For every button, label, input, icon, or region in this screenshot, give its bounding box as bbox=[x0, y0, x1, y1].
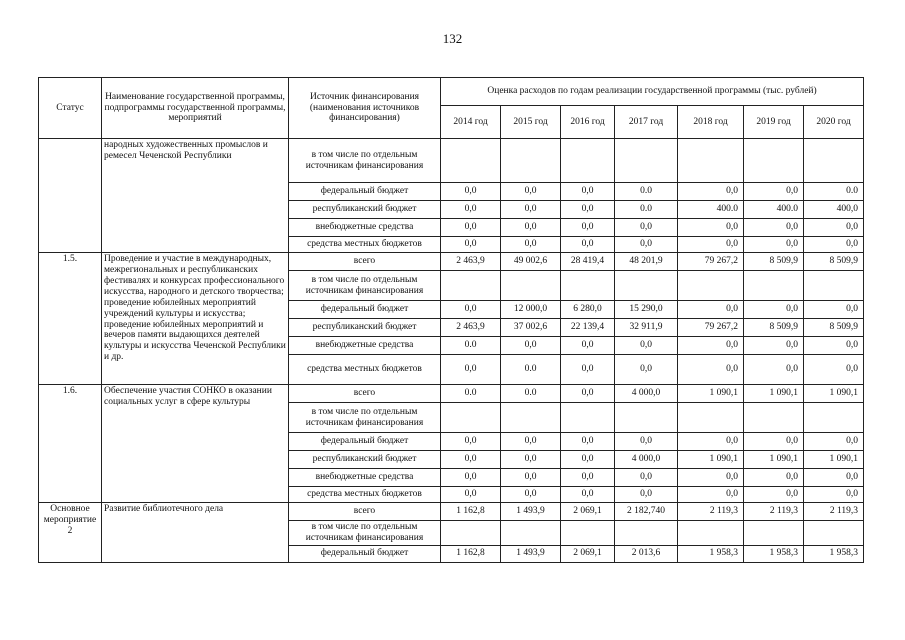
year-value-cell bbox=[441, 403, 501, 433]
year-value-cell: 0,0 bbox=[615, 219, 678, 237]
year-value-cell: 2 069,1 bbox=[561, 545, 615, 562]
year-value-cell: 0,0 bbox=[501, 451, 561, 469]
year-value-cell: 400.0 bbox=[678, 201, 744, 219]
table-row bbox=[39, 385, 864, 403]
year-value-cell: 0,0 bbox=[744, 355, 804, 385]
funding-source: в том числе по отдельным источникам финансирования bbox=[289, 403, 441, 433]
year-value-cell bbox=[744, 521, 804, 546]
year-value-cell: 0,0 bbox=[501, 487, 561, 503]
year-value-cell bbox=[678, 139, 744, 183]
year-value-cell: 0,0 bbox=[561, 469, 615, 487]
year-value-cell bbox=[678, 403, 744, 433]
year-value-cell: 8 509,9 bbox=[744, 253, 804, 271]
year-value-cell: 0,0 bbox=[804, 487, 864, 503]
year-value-cell: 2 119,3 bbox=[678, 503, 744, 521]
year-value-cell: 32 911,9 bbox=[615, 319, 678, 337]
funding-source: всего bbox=[289, 253, 441, 271]
year-value-cell: 400,0 bbox=[804, 201, 864, 219]
year-value-cell: 0,0 bbox=[561, 183, 615, 201]
year-value-cell: 0,0 bbox=[804, 301, 864, 319]
year-value-cell: 0.0 bbox=[501, 385, 561, 403]
year-value-cell bbox=[501, 139, 561, 183]
year-value-cell bbox=[615, 521, 678, 546]
year-value-cell bbox=[804, 403, 864, 433]
year-value-cell: 0,0 bbox=[615, 433, 678, 451]
header-name: Наименование государственной программы, подпрограммы государственной программы, мероприятий bbox=[102, 78, 289, 139]
year-value-cell: 79 267,2 bbox=[678, 253, 744, 271]
year-value-cell: 1 162,8 bbox=[441, 503, 501, 521]
year-value-cell: 0,0 bbox=[561, 487, 615, 503]
year-value-cell bbox=[615, 271, 678, 301]
year-value-cell: 0,0 bbox=[501, 433, 561, 451]
year-value-cell: 0,0 bbox=[441, 219, 501, 237]
year-value-cell: 0.0 bbox=[615, 183, 678, 201]
year-value-cell: 0,0 bbox=[441, 469, 501, 487]
header-year: 2017 год bbox=[615, 106, 678, 139]
row-program-name: народных художественных промыслов и ремесел Чеченской Республики bbox=[102, 139, 289, 253]
year-value-cell bbox=[804, 139, 864, 183]
row-status: 1.5. bbox=[39, 253, 102, 385]
year-value-cell: 0,0 bbox=[501, 337, 561, 355]
header-year: 2014 год bbox=[441, 106, 501, 139]
year-value-cell: 0.0 bbox=[615, 201, 678, 219]
funding-source: средства местных бюджетов bbox=[289, 487, 441, 503]
year-value-cell: 0,0 bbox=[678, 183, 744, 201]
year-value-cell: 0,0 bbox=[678, 337, 744, 355]
year-value-cell: 1 162,8 bbox=[441, 545, 501, 562]
year-value-cell bbox=[561, 521, 615, 546]
year-value-cell bbox=[615, 403, 678, 433]
year-value-cell bbox=[441, 271, 501, 301]
year-value-cell: 2 119,3 bbox=[744, 503, 804, 521]
year-value-cell: 1 493,9 bbox=[501, 545, 561, 562]
year-value-cell bbox=[501, 521, 561, 546]
year-value-cell: 4 000,0 bbox=[615, 385, 678, 403]
funding-source: внебюджетные средства bbox=[289, 219, 441, 237]
year-value-cell: 0,0 bbox=[561, 237, 615, 253]
header-status: Статус bbox=[39, 78, 102, 139]
year-value-cell: 0,0 bbox=[615, 237, 678, 253]
year-value-cell: 0,0 bbox=[441, 355, 501, 385]
year-value-cell: 0,0 bbox=[744, 337, 804, 355]
year-value-cell: 0,0 bbox=[678, 219, 744, 237]
year-value-cell bbox=[678, 271, 744, 301]
funding-source: федеральный бюджет bbox=[289, 183, 441, 201]
year-value-cell bbox=[561, 271, 615, 301]
funding-source: средства местных бюджетов bbox=[289, 355, 441, 385]
year-value-cell: 0.0 bbox=[804, 183, 864, 201]
year-value-cell: 0,0 bbox=[744, 433, 804, 451]
year-value-cell: 0,0 bbox=[615, 487, 678, 503]
year-value-cell: 2 069,1 bbox=[561, 503, 615, 521]
year-value-cell: 12 000,0 bbox=[501, 301, 561, 319]
header-year: 2019 год bbox=[744, 106, 804, 139]
year-value-cell: 0,0 bbox=[678, 469, 744, 487]
year-value-cell: 0,0 bbox=[804, 337, 864, 355]
funding-source: федеральный бюджет bbox=[289, 545, 441, 562]
year-value-cell: 0.0 bbox=[441, 385, 501, 403]
year-value-cell: 1 090,1 bbox=[804, 451, 864, 469]
year-value-cell bbox=[501, 271, 561, 301]
year-value-cell bbox=[615, 139, 678, 183]
funding-source: внебюджетные средства bbox=[289, 469, 441, 487]
year-value-cell: 0,0 bbox=[441, 433, 501, 451]
year-value-cell: 0,0 bbox=[441, 201, 501, 219]
year-value-cell: 2 463,9 bbox=[441, 253, 501, 271]
year-value-cell: 1 958,3 bbox=[804, 545, 864, 562]
year-value-cell: 0,0 bbox=[678, 301, 744, 319]
year-value-cell: 0,0 bbox=[441, 183, 501, 201]
year-value-cell: 15 290,0 bbox=[615, 301, 678, 319]
funding-source: республиканский бюджет bbox=[289, 201, 441, 219]
year-value-cell: 0,0 bbox=[678, 355, 744, 385]
year-value-cell: 0,0 bbox=[501, 183, 561, 201]
year-value-cell: 0,0 bbox=[615, 469, 678, 487]
year-value-cell: 1 090,1 bbox=[744, 451, 804, 469]
year-value-cell: 8 509,9 bbox=[744, 319, 804, 337]
year-value-cell: 8 509,9 bbox=[804, 319, 864, 337]
year-value-cell: 0,0 bbox=[441, 301, 501, 319]
year-value-cell bbox=[561, 403, 615, 433]
year-value-cell: 48 201,9 bbox=[615, 253, 678, 271]
year-value-cell: 4 000,0 bbox=[615, 451, 678, 469]
funding-source: всего bbox=[289, 503, 441, 521]
year-value-cell: 0,0 bbox=[615, 355, 678, 385]
year-value-cell: 0,0 bbox=[561, 337, 615, 355]
year-value-cell: 0,0 bbox=[561, 385, 615, 403]
year-value-cell: 1 958,3 bbox=[678, 545, 744, 562]
funding-source: федеральный бюджет bbox=[289, 301, 441, 319]
year-value-cell: 400.0 bbox=[744, 201, 804, 219]
year-value-cell: 0,0 bbox=[501, 237, 561, 253]
year-value-cell bbox=[744, 403, 804, 433]
header-year: 2015 год bbox=[501, 106, 561, 139]
page-number: 132 bbox=[442, 31, 463, 46]
row-program-name: Развитие библиотечного дела bbox=[102, 503, 289, 563]
header-source: Источник финансирования (наименования источников финансирования) bbox=[289, 78, 441, 139]
year-value-cell bbox=[501, 403, 561, 433]
header-year: 2020 год bbox=[804, 106, 864, 139]
year-value-cell: 0,0 bbox=[441, 451, 501, 469]
funding-source: в том числе по отдельным источникам финансирования bbox=[289, 139, 441, 183]
year-value-cell: 28 419,4 bbox=[561, 253, 615, 271]
year-value-cell: 79 267,2 bbox=[678, 319, 744, 337]
year-value-cell bbox=[804, 521, 864, 546]
funding-source: в том числе по отдельным источникам финансирования bbox=[289, 521, 441, 546]
row-program-name: Обеспечение участия СОНКО в оказании социальных услуг в сфере культуры bbox=[102, 385, 289, 503]
funding-source: всего bbox=[289, 385, 441, 403]
year-value-cell: 49 002,6 bbox=[501, 253, 561, 271]
funding-source: федеральный бюджет bbox=[289, 433, 441, 451]
year-value-cell: 2 182,740 bbox=[615, 503, 678, 521]
year-value-cell bbox=[441, 521, 501, 546]
year-value-cell: 0,0 bbox=[441, 487, 501, 503]
year-value-cell: 0,0 bbox=[804, 355, 864, 385]
year-value-cell: 0,0 bbox=[744, 237, 804, 253]
year-value-cell: 0,0 bbox=[744, 219, 804, 237]
year-value-cell: 1 090,1 bbox=[744, 385, 804, 403]
year-value-cell bbox=[744, 271, 804, 301]
year-value-cell: 0,0 bbox=[561, 433, 615, 451]
year-value-cell: 37 002,6 bbox=[501, 319, 561, 337]
year-value-cell: 0,0 bbox=[744, 469, 804, 487]
year-value-cell: 0,0 bbox=[561, 219, 615, 237]
year-value-cell: 0,0 bbox=[744, 183, 804, 201]
table-body bbox=[39, 139, 864, 563]
year-value-cell: 0,0 bbox=[501, 219, 561, 237]
funding-source: средства местных бюджетов bbox=[289, 237, 441, 253]
year-value-cell: 22 139,4 bbox=[561, 319, 615, 337]
year-value-cell: 0,0 bbox=[561, 355, 615, 385]
year-value-cell: 0,0 bbox=[804, 433, 864, 451]
year-value-cell: 0,0 bbox=[804, 469, 864, 487]
year-value-cell: 0,0 bbox=[804, 219, 864, 237]
year-value-cell bbox=[441, 139, 501, 183]
header-year: 2016 год bbox=[561, 106, 615, 139]
year-value-cell: 0,0 bbox=[441, 237, 501, 253]
header-estimate: Оценка расходов по годам реализации государственной программы (тыс. рублей) bbox=[441, 78, 864, 106]
year-value-cell: 1 090,1 bbox=[678, 385, 744, 403]
header-year: 2018 год bbox=[678, 106, 744, 139]
row-status: 1.6. bbox=[39, 385, 102, 503]
year-value-cell: 2 463,9 bbox=[441, 319, 501, 337]
row-status bbox=[39, 139, 102, 253]
funding-source: внебюджетные средства bbox=[289, 337, 441, 355]
year-value-cell bbox=[678, 521, 744, 546]
year-value-cell: 0,0 bbox=[678, 433, 744, 451]
funding-source: в том числе по отдельным источникам финансирования bbox=[289, 271, 441, 301]
funding-source: республиканский бюджет bbox=[289, 319, 441, 337]
year-value-cell: 0,0 bbox=[501, 469, 561, 487]
funding-source: республиканский бюджет bbox=[289, 451, 441, 469]
year-value-cell: 0,0 bbox=[561, 451, 615, 469]
year-value-cell bbox=[804, 271, 864, 301]
year-value-cell: 0,0 bbox=[744, 487, 804, 503]
year-value-cell: 0,0 bbox=[501, 201, 561, 219]
table-header bbox=[39, 78, 864, 139]
year-value-cell: 2 119,3 bbox=[804, 503, 864, 521]
year-value-cell: 0.0 bbox=[501, 355, 561, 385]
budget-table bbox=[38, 77, 864, 563]
year-value-cell: 2 013,6 bbox=[615, 545, 678, 562]
year-value-cell: 1 090,1 bbox=[678, 451, 744, 469]
year-value-cell: 0,0 bbox=[678, 237, 744, 253]
year-value-cell: 0,0 bbox=[804, 237, 864, 253]
year-value-cell: 1 493,9 bbox=[501, 503, 561, 521]
year-value-cell bbox=[561, 139, 615, 183]
year-value-cell: 0,0 bbox=[561, 201, 615, 219]
table-row bbox=[39, 253, 864, 271]
table-row bbox=[39, 139, 864, 183]
year-value-cell: 8 509,9 bbox=[804, 253, 864, 271]
year-value-cell: 0,0 bbox=[678, 487, 744, 503]
year-value-cell: 1 090,1 bbox=[804, 385, 864, 403]
year-value-cell: 6 280,0 bbox=[561, 301, 615, 319]
year-value-cell: 0,0 bbox=[615, 337, 678, 355]
table-row bbox=[39, 503, 864, 521]
row-program-name: Проведение и участие в международных, межрегиональных и республиканских фестивалях и конкурсах профессионального искусства, народного и детского творчества; проведение юбилейных мероприятий учреждений культуры и искусства; проведение юбилейных мероприятий и вечеров памяти выдающихся деятелей культуры и искусства Чеченской Республики и др. bbox=[102, 253, 289, 385]
year-value-cell: 0,0 bbox=[744, 301, 804, 319]
year-value-cell: 1 958,3 bbox=[744, 545, 804, 562]
year-value-cell: 0.0 bbox=[441, 337, 501, 355]
row-status: Основное мероприятие 2 bbox=[39, 503, 102, 563]
year-value-cell bbox=[744, 139, 804, 183]
